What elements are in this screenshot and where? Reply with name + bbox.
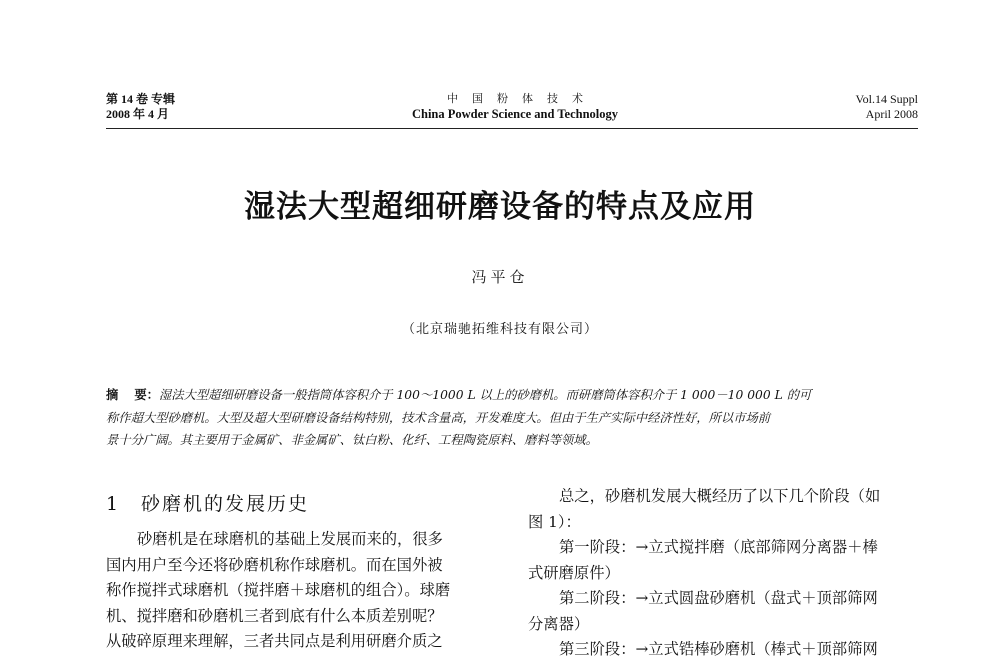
body-column-right <box>528 484 923 663</box>
article-title: 湿法大型超细研磨设备的特点及应用 <box>244 189 756 225</box>
body-column-left <box>106 490 501 655</box>
paragraph-line: 国内用户至今还将砂磨机称作球磨机。而在国外被 <box>106 555 443 574</box>
abstract-label-b: 要： <box>134 387 159 402</box>
article-author: 冯平仓 <box>471 268 529 286</box>
author-affiliation: （北京瑞驰拓维科技有限公司） <box>401 322 598 337</box>
section-title: 砂磨机的发展历史 <box>141 493 310 515</box>
stage-2-line-cont: 分离器） <box>528 614 590 633</box>
running-header-center <box>380 92 650 122</box>
paragraph-line: 砂磨机是在球磨机的基础上发展而来的，很多 <box>137 530 443 548</box>
stage-1-line-cont: 式研磨原件） <box>528 563 620 582</box>
header-volume-cn: 第 14 卷 专辑 <box>106 92 176 106</box>
header-rule-divider <box>106 128 918 129</box>
stage-1-line: 第一阶段：→立式搅拌磨（底部筛网分离器＋棒 <box>559 538 878 556</box>
paragraph-line: 称作搅拌式球磨机（搅拌磨＋球磨机的组合）。球磨 <box>106 581 451 599</box>
abstract-line-1 <box>106 384 921 407</box>
header-date-en: April 2008 <box>865 107 918 121</box>
abstract-text-1: 湿法大型超细研磨设备一般指筒体容积介于 100～1000 L 以上的砂磨机。而研磨筒体容积介于 1 000－10 000 L 的可 <box>158 388 812 402</box>
journal-name-cn: 中国粉体技术 <box>447 93 597 105</box>
running-header-right <box>856 92 918 122</box>
stage-3-line: 第三阶段：→立式锆棒砂磨机（棒式＋顶部筛网 <box>559 640 878 658</box>
journal-name-en: China Powder Science and Technology <box>411 107 619 121</box>
abstract-label-a: 摘 <box>106 387 119 402</box>
paragraph-line: 机、搅拌磨和砂磨机三者到底有什么本质差别呢？ <box>106 606 443 625</box>
abstract-label <box>106 387 159 402</box>
paragraph-line: 从破碎原理来理解，三者共同点是利用研磨介质之 <box>106 632 443 650</box>
abstract-line-3: 景十分广阔。其主要用于金属矿、非金属矿、钛白粉、化纤、工程陶瓷原料、磨料等领域。 <box>106 433 598 447</box>
header-volume-en: Vol.14 Suppl <box>855 92 918 106</box>
stage-2-line: 第二阶段：→立式圆盘砂磨机（盘式＋顶部筛网 <box>559 589 878 607</box>
running-header-left <box>106 92 175 122</box>
section-number: 1 <box>106 493 119 515</box>
header-date-cn: 2008 年 4 月 <box>106 107 170 121</box>
abstract <box>106 384 921 452</box>
paragraph-line: 图 1）： <box>528 512 581 531</box>
section-heading <box>106 490 501 518</box>
abstract-line-2: 称作超大型砂磨机。大型及超大型研磨设备结构特别，技术含量高，开发难度大。但由于生产实际中经济性好，所以市场前 <box>106 410 771 425</box>
paragraph-line: 总之，砂磨机发展大概经历了以下几个阶段（如 <box>559 487 881 505</box>
